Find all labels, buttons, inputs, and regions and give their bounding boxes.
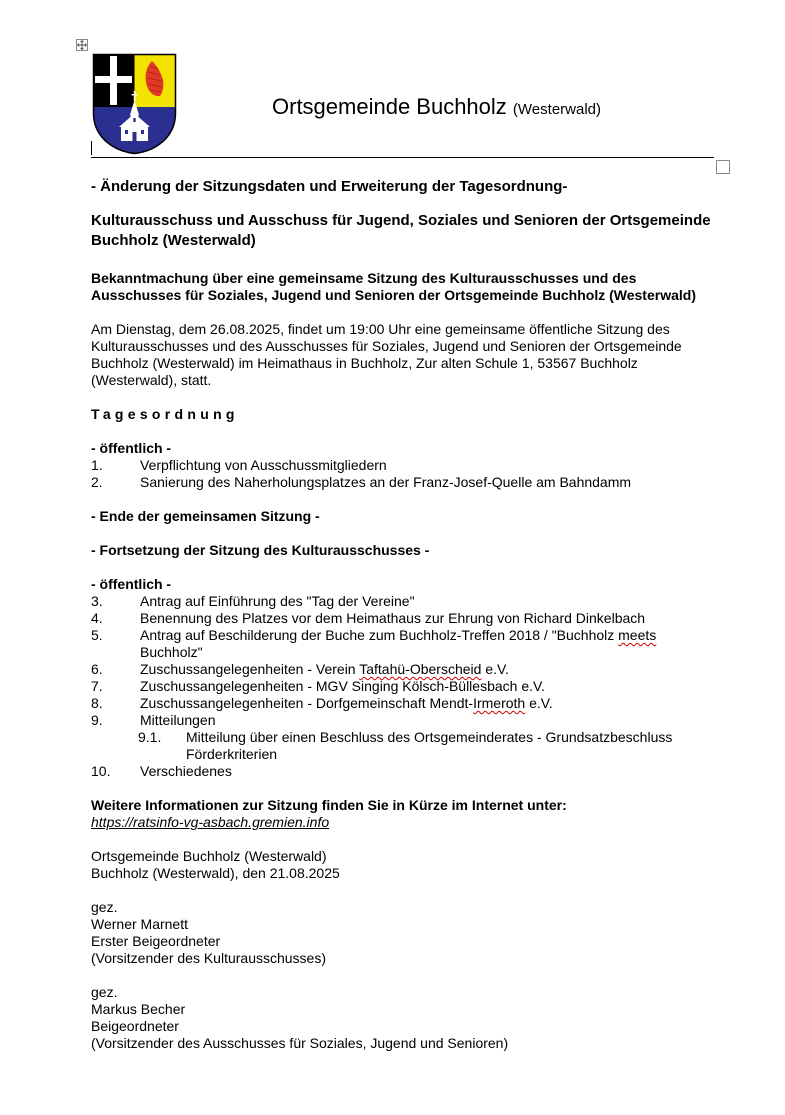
info-link-text[interactable]: https://ratsinfo-vg-asbach.gremien.info bbox=[91, 814, 330, 830]
agenda-item-text: Mitteilungen bbox=[140, 712, 216, 728]
section-end-joint: - Ende der gemeinsamen Sitzung - bbox=[91, 508, 320, 524]
signature-1-role: Erster Beigeordneter bbox=[91, 933, 221, 949]
agenda-item-text: Benennung des Platzes vor dem Heimathaus zur Ehrung von Richard Dinkelbach bbox=[140, 610, 646, 626]
agenda-item-number: 9. bbox=[91, 712, 103, 728]
agenda-item-text: Mitteilung über einen Beschluss des Ortsgemeinderates - Grundsatzbeschluss Förderkriterien bbox=[186, 729, 673, 762]
agenda-item-number: 4. bbox=[91, 610, 103, 626]
spellcheck-word[interactable]: Taftahü-Oberscheid bbox=[359, 661, 482, 677]
agenda-list-2 bbox=[91, 593, 721, 780]
signature-2-gez: gez. bbox=[91, 984, 118, 1000]
signature-2-function: (Vorsitzender des Ausschusses für Soziales, Jugend und Senioren) bbox=[91, 1035, 509, 1051]
signature-1-function: (Vorsitzender des Kulturausschusses) bbox=[91, 950, 326, 966]
agenda-item-number: 9.1. bbox=[138, 729, 162, 745]
agenda-item-number: 5. bbox=[91, 627, 103, 643]
agenda-item-2 bbox=[91, 474, 721, 491]
agenda-text-part: Zuschussangelegenheiten - Verein bbox=[140, 661, 360, 677]
agenda-item-5 bbox=[91, 627, 721, 661]
org-name: Ortsgemeinde Buchholz bbox=[272, 94, 507, 119]
signature-2-name: Markus Becher bbox=[91, 1001, 186, 1017]
heading-change: - Änderung der Sitzungsdaten und Erweiterung der Tagesordnung- bbox=[91, 178, 568, 195]
info-link[interactable] bbox=[91, 814, 721, 831]
header-divider bbox=[91, 157, 714, 158]
agenda-item-9 bbox=[91, 712, 721, 729]
heading-committee: Kulturausschuss und Ausschuss für Jugend, Soziales und Senioren der Ortsgemeinde Buchholz (Westerwald) bbox=[91, 212, 711, 249]
agenda-item-number: 3. bbox=[91, 593, 103, 609]
text-cursor bbox=[91, 141, 92, 155]
header-title bbox=[272, 93, 601, 124]
agenda-text-part: e.V. bbox=[481, 661, 509, 677]
signature-1-gez: gez. bbox=[91, 899, 118, 915]
agenda-item-6 bbox=[91, 661, 721, 678]
signature-2-role: Beigeordneter bbox=[91, 1018, 179, 1034]
agenda-item-text bbox=[140, 661, 509, 677]
agenda-text-part: Buchholz" bbox=[140, 644, 203, 660]
agenda-item-4 bbox=[91, 610, 721, 627]
org-region: (Westerwald) bbox=[512, 101, 601, 118]
agenda-item-number: 6. bbox=[91, 661, 103, 677]
agenda-item-text: Zuschussangelegenheiten - MGV Singing Kölsch-Büllesbach e.V. bbox=[140, 678, 545, 694]
agenda-item-10 bbox=[91, 763, 721, 780]
agenda-item-text: Sanierung des Naherholungsplatzes an der Franz-Josef-Quelle am Bahndamm bbox=[140, 474, 632, 490]
section-public-1: - öffentlich - bbox=[91, 440, 172, 456]
agenda-item-7 bbox=[91, 678, 721, 695]
table-resize-handle-icon[interactable] bbox=[716, 160, 730, 174]
agenda-heading: Tagesordnung bbox=[91, 406, 239, 422]
agenda-text-part: Zuschussangelegenheiten - Dorfgemeinschaft Mendt- bbox=[140, 695, 474, 711]
signature-1-name: Werner Marnett bbox=[91, 916, 188, 932]
place-org: Ortsgemeinde Buchholz (Westerwald) bbox=[91, 848, 327, 864]
document-body[interactable] bbox=[91, 178, 721, 1052]
agenda-item-number: 8. bbox=[91, 695, 103, 711]
agenda-text-part: Antrag auf Beschilderung der Buche zum Buchholz-Treffen 2018 / "Buchholz bbox=[140, 627, 619, 643]
agenda-item-8 bbox=[91, 695, 721, 712]
agenda-item-text: Verpflichtung von Ausschussmitgliedern bbox=[140, 457, 387, 473]
spellcheck-word[interactable]: meets bbox=[618, 627, 657, 643]
agenda-item-1 bbox=[91, 457, 721, 474]
agenda-item-number: 7. bbox=[91, 678, 103, 694]
agenda-item-number: 1. bbox=[91, 457, 103, 473]
agenda-item-number: 10. bbox=[91, 763, 111, 779]
table-move-handle-icon[interactable] bbox=[76, 39, 88, 51]
info-heading: Weitere Informationen zur Sitzung finden Sie in Kürze im Internet unter: bbox=[91, 797, 567, 813]
agenda-item-3 bbox=[91, 593, 721, 610]
section-continuation: - Fortsetzung der Sitzung des Kulturausschusses - bbox=[91, 542, 430, 558]
agenda-item-number: 2. bbox=[91, 474, 103, 490]
agenda-text-part: e.V. bbox=[525, 695, 553, 711]
agenda-item-text bbox=[140, 627, 656, 660]
agenda-list-1 bbox=[91, 457, 721, 491]
coat-of-arms-logo bbox=[92, 53, 177, 155]
agenda-item-9-1 bbox=[91, 729, 721, 763]
agenda-item-text bbox=[140, 695, 553, 711]
section-public-2: - öffentlich - bbox=[91, 576, 172, 592]
intro-paragraph: Am Dienstag, dem 26.08.2025, findet um 19:00 Uhr eine gemeinsame öffentliche Sitzung des Kulturausschusses und des Ausschusses für Soziales, Jugend und Senioren der Ortsgemeinde Buchholz (Westerwald) im Heimathaus in Buchholz, Zur alten Schule 1, 53567 Buchholz (Westerwald), statt. bbox=[91, 321, 682, 388]
agenda-item-text: Verschiedenes bbox=[140, 763, 232, 779]
agenda-item-text: Antrag auf Einführung des "Tag der Vereine" bbox=[140, 593, 415, 609]
place-date: Buchholz (Westerwald), den 21.08.2025 bbox=[91, 865, 340, 881]
heading-announcement: Bekanntmachung über eine gemeinsame Sitzung des Kulturausschusses und des Ausschusses für Soziales, Jugend und Senioren der Ortsgemeinde Buchholz (Westerwald) bbox=[91, 270, 696, 303]
spellcheck-word[interactable]: Irmeroth bbox=[473, 695, 526, 711]
